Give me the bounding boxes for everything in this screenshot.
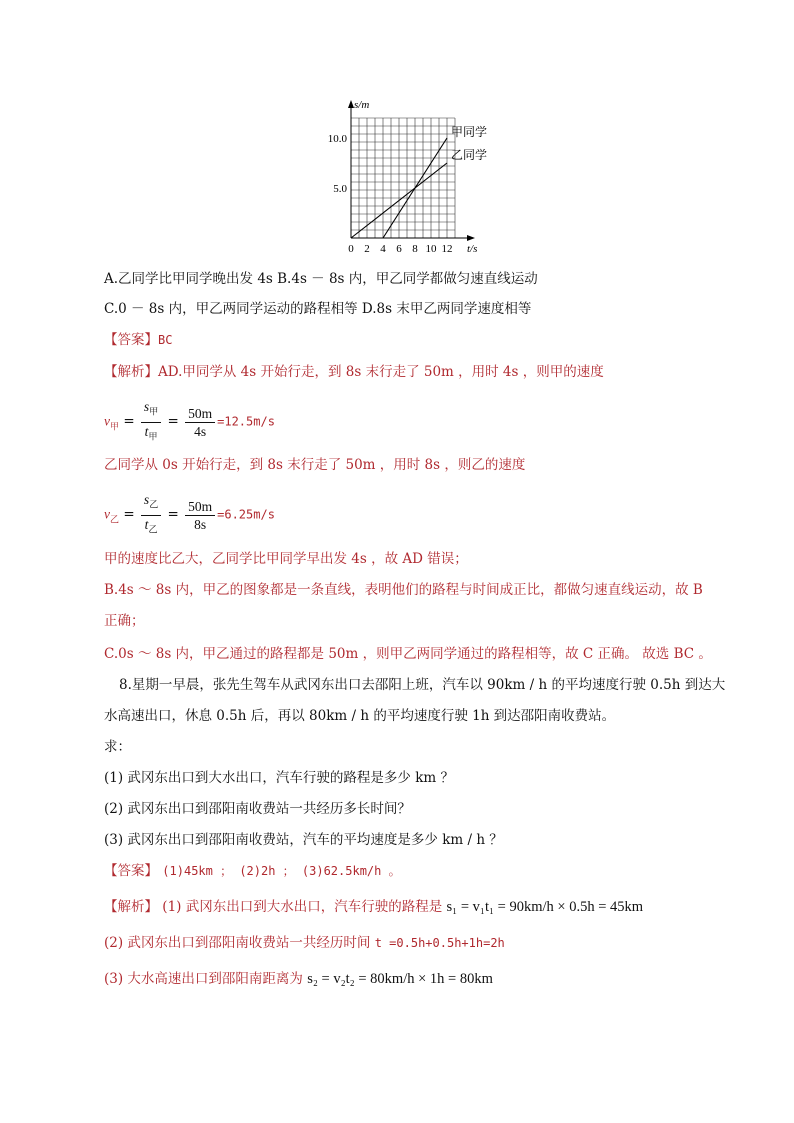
series-label: 乙同学 [451,148,488,162]
v-symbol: v [104,506,110,522]
formula-t: t =0.5h+0.5h+1h=2h [374,936,505,950]
v-subscript: 甲 [110,422,120,433]
analysis-text: (3) 大水高速出口到邵阳南距离为 [104,971,303,987]
v-symbol: v [104,413,110,429]
y-tick-label: 5.0 [333,183,347,195]
analysis-text: (1) 武冈东出口到大水出口，汽车行驶的路程是 [162,899,443,915]
q7-answer [104,331,172,349]
q8-stem-1: 8.星期一早晨，张先生驾车从武冈东出口去邵阳上班，汽车以 90km / h 的平均速度行驶 0.5h 到达大 [119,677,726,693]
x-tick-label: 12 [441,243,453,255]
options-line-1: A.乙同学比甲同学晚出发 4s B.4s － 8s 内，甲乙同学都做匀速直线运动 [104,271,538,287]
q7-yi-intro: 乙同学从 0s 开始行走，到 8s 末行走了 50m ，用时 8s ，则乙的速度 [104,457,526,473]
answer-value: BC [158,333,173,347]
y-axis-label: s/m [354,99,370,111]
x-axis-arrow [467,235,475,241]
q8-analysis-1 [104,898,643,916]
s-over-t-fraction: $\frac{s_甲}{t_甲}$ [141,398,161,446]
x-tick-label: 2 [364,243,370,255]
x-axis-label: t/s [467,243,478,255]
q8-answer [104,862,401,880]
v-jia-formula: $v_甲$ = $\frac{s_甲}{t_甲}$ = $\frac{50m}{4s}$ =12.5m/s [104,398,275,446]
options-line-2: C.0 － 8s 内，甲乙两同学运动的路程相等 D.8s 末甲乙两同学速度相等 [104,301,532,317]
analysis-tag: 【解析】 [104,364,158,380]
value-fraction: $\frac{50m}{4s}$ [185,405,215,440]
chart-grid [351,118,455,238]
distance-time-chart [318,98,508,256]
q8-stem-2: 水高速出口，休息 0.5h 后，再以 80km / h 的平均速度行驶 1h 到达邵阳南收费站。 [104,708,616,724]
x-tick-label: 4 [380,243,386,255]
analysis-tag: 【解析】 [104,899,158,915]
formula-s2: s₂ = v₂t₂ = 80km/h × 1h = 80km [307,971,493,987]
chart-labels [328,99,487,255]
analysis-text: AD.甲同学从 4s 开始行走，到 8s 末行走了 50m ，用时 4s ，则甲的速度 [158,364,604,380]
q7-compare: 甲的速度比乙大，乙同学比甲同学早出发 4s ，故 AD 错误； [104,551,468,567]
x-tick-label: 10 [425,243,437,255]
answer-value: (1)45km ； (2)2h ； (3)62.5km/h 。 [162,864,401,878]
q8-sub-1: (1) 武冈东出口到大水出口，汽车行驶的路程是多少 km ？ [104,770,454,786]
formula-s1: s₁ = v₁t₁ = 90km/h × 0.5h = 45km [446,899,644,915]
series-label: 甲同学 [451,125,488,139]
q8-sub-3: (3) 武冈东出口到邵阳南收费站，汽车的平均速度是多少 km / h ？ [104,832,503,848]
x-tick-label: 0 [348,243,354,255]
v-yi-formula: $v_乙$ = $\frac{s_乙}{t_乙}$ = $\frac{50m}{8s}$ =6.25m/s [104,491,275,539]
value-fraction: $\frac{50m}{8s}$ [185,498,215,533]
x-tick-label: 6 [396,243,402,255]
s-over-t-fraction: $\frac{s_乙}{t_乙}$ [141,491,161,539]
q8-sub-2: (2) 武冈东出口到邵阳南收费站一共经历多长时间？ [104,801,411,817]
v-yi-result: =6.25m/s [217,507,275,522]
x-tick-label: 8 [412,243,418,255]
q8-analysis-3 [104,970,493,988]
answer-tag: 【答案】 [104,332,158,348]
q7-b-line-2: 正确； [104,613,145,629]
v-subscript: 乙 [110,515,120,526]
v-jia-result: =12.5m/s [217,414,275,429]
answer-tag: 【答案】 [104,863,158,879]
q8-ask: 求： [104,739,131,755]
q7-c-line: C.0s ～ 8s 内，甲乙通过的路程都是 50m ，则甲乙两同学通过的路程相等，故 C 正确。 故选 BC 。 [104,646,712,662]
q7-analysis-intro [104,363,604,381]
analysis-text: (2) 武冈东出口到邵阳南收费站一共经历时间 [104,935,371,951]
y-tick-label: 10.0 [327,133,347,145]
q8-analysis-2 [104,934,505,952]
q7-b-line-1: B.4s ～ 8s 内，甲乙的图象都是一条直线，表明他们的路程与时间成正比，都做匀速直线运动，故 B [104,582,703,598]
